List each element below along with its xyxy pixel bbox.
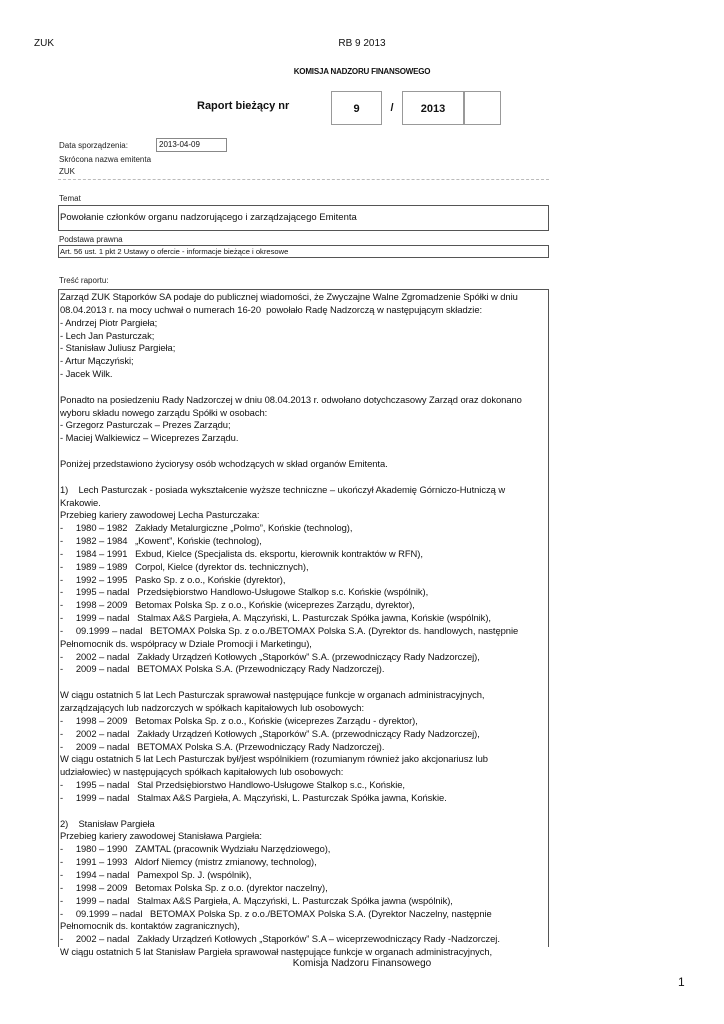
report-extra-box [464, 91, 501, 125]
content-line [60, 676, 546, 689]
content-line: - 1989 – 1989 Corpol, Kielce (dyrektor ds. technicznych), [60, 560, 309, 572]
content-line: Pełnomocnik ds. kontaktów zagranicznych), [60, 920, 240, 932]
content-line [60, 445, 546, 458]
content-line: - 09.1999 – nadal BETOMAX Polska Sp. z o.o./BETOMAX Polska S.A. (Dyrektor Naczelny, następnie [60, 907, 492, 919]
content-line: Krakowie. [60, 496, 101, 508]
content-line: - 1999 – nadal Stalmax A&S Pargieła, A. Mączyński, L. Pasturczak Spółka jawna, Końskie (wspólnik), [60, 612, 491, 624]
content-line: - 1980 – 1982 Zakłady Metalurgiczne „Polmo”, Końskie (technolog), [60, 522, 353, 534]
content-line [60, 471, 546, 484]
content-line: 08.04.2013 r. na mocy uchwał o numerach 16-20 powołało Radę Nadzorczą w następującym składzie: [60, 303, 483, 315]
content-line: - 1999 – nadal Stalmax A&S Pargieła, A. Mączyński, L. Pasturczak Spółka jawna, Końskie. [60, 791, 447, 803]
content-line: - 2009 – nadal BETOMAX Polska S.A. (Przewodniczący Rady Nadzorczej). [60, 740, 385, 752]
content-line: - 1984 – 1991 Exbud, Kielce (Specjalista ds. eksportu, kierownik kontraktów w RFN), [60, 547, 423, 559]
issuer-divider [58, 179, 549, 180]
date-label: Data sporządzenia: [59, 141, 128, 150]
content-line: - Stanisław Juliusz Pargieła; [60, 342, 176, 354]
content-line: udziałowiec) w następujących spółkach kapitałowych lub osobowych: [60, 766, 344, 778]
report-year: 2013 [420, 103, 446, 115]
content-line: - 1995 – nadal Stal Przedsiębiorstwo Handlowo-Usługowe Stalkop s.c., Końskie, [60, 779, 405, 791]
content-line: - 2002 – nadal Zakłady Urządzeń Kotłowych „Stąporków” S.A. (przewodniczący Rady Nadzorczej), [60, 650, 480, 662]
report-number-box [331, 91, 382, 125]
content-line: - Jacek Wilk. [60, 368, 113, 380]
content-line: Pełnomocnik ds. współpracy w Dziale Promocji i Marketingu), [60, 637, 312, 649]
topic-box [58, 205, 549, 231]
date-value: 2013-04-09 [156, 138, 227, 152]
legal-label: Podstawa prawna [59, 235, 123, 244]
topic-label: Temat [59, 194, 81, 203]
topic-value: Powołanie członków organu nadzorującego i zarządzającego Emitenta [60, 212, 357, 223]
content-line: - 09.1999 – nadal BETOMAX Polska Sp. z o.o./BETOMAX Polska S.A. (Dyrektor ds. handlowych, następnie [60, 624, 519, 636]
content-line: 2) Stanisław Pargieła [60, 817, 155, 829]
content-line: - 2002 – nadal Zakłady Urządzeń Kotłowych „Stąporków” S.A – wiceprzewodniczący Rady -Nadzorczej. [60, 933, 500, 945]
content-line: - Grzegorz Pasturczak – Prezes Zarządu; [60, 419, 231, 431]
issuer-value: ZUK [59, 167, 75, 176]
report-separator: / [390, 102, 394, 114]
report-year-box [402, 91, 464, 125]
content-line: - 1980 – 1990 ZAMTAL (pracownik Wydziału Narzędziowego), [60, 843, 331, 855]
content-line: W ciągu ostatnich 5 lat Lech Pasturczak był/jest wspólnikiem (rozumianym również jako akcjonariusz lub [60, 753, 488, 765]
report-number: 9 [353, 103, 360, 115]
content-line: 1) Lech Pasturczak - posiada wykształcenie wyższe techniczne – ukończył Akademię Górniczo-Hutniczą w [60, 483, 506, 495]
content-line: Ponadto na posiedzeniu Rady Nadzorczej w dniu 08.04.2013 r. odwołano dotychczasowy Zarząd oraz dokonano [60, 393, 522, 405]
content-line: W ciągu ostatnich 5 lat Lech Pasturczak sprawował następujące funkcje w organach administracyjnych, [60, 689, 485, 701]
content-line: Zarząd ZUK Stąporków SA podaje do publicznej wiadomości, że Zwyczajne Walne Zgromadzenie Spółki w dniu [60, 291, 518, 302]
legal-value: Art. 56 ust. 1 pkt 2 Ustawy o ofercie - informacje bieżące i okresowe [60, 247, 289, 256]
report-title: Raport bieżący nr [197, 100, 290, 112]
content-line: Przebieg kariery zawodowej Stanisława Pargieła: [60, 830, 262, 842]
content-line: - 2002 – nadal Zakłady Urządzeń Kotłowych „Stąporków” S.A. (przewodniczący Rady Nadzorczej), [60, 727, 480, 739]
commission-name: KOMISJA NADZORU FINANSOWEGO [293, 67, 431, 76]
content-line: Poniżej przedstawiono życiorysy osób wchodzących w skład organów Emitenta. [60, 457, 388, 469]
content-label: Treść raportu: [59, 276, 109, 285]
content-line [60, 381, 546, 394]
content-line: - 1991 – 1993 Aldorf Niemcy (mistrz zmianowy, technolog), [60, 856, 317, 868]
content-line: - 1994 – nadal Pamexpol Sp. J. (wspólnik), [60, 868, 252, 880]
legal-box [58, 245, 549, 258]
content-line: - Andrzej Piotr Pargieła; [60, 316, 158, 328]
issuer-label: Skrócona nazwa emitenta [59, 155, 152, 164]
content-line: Przebieg kariery zawodowej Lecha Pasturczaka: [60, 509, 260, 521]
content-line: - 1998 – 2009 Betomax Polska Sp. z o.o. (dyrektor naczelny), [60, 881, 328, 893]
content-line: - 1995 – nadal Przedsiębiorstwo Handlowo-Usługowe Stalkop s.c. Końskie (wspólnik), [60, 586, 429, 598]
header-center: RB 9 2013 [338, 38, 386, 49]
content-line: - Artur Mączyński; [60, 355, 134, 367]
content-line: - Lech Jan Pasturczak; [60, 329, 155, 341]
content-line [60, 805, 546, 818]
content-line: - 1982 – 1984 „Kowent”, Końskie (technolog), [60, 535, 262, 547]
content-line: - 1999 – nadal Stalmax A&S Pargieła, A. Mączyński, L. Pasturczak Spółka jawna (wspólnik), [60, 894, 453, 906]
content-line: - 1992 – 1995 Pasko Sp. z o.o., Końskie (dyrektor), [60, 573, 286, 585]
header-left: ZUK [34, 38, 54, 49]
content-line: W ciągu ostatnich 5 lat Stanisław Pargieła sprawował następujące funkcje w organach administracyjnych, [60, 946, 493, 958]
content-line: - 1998 – 2009 Betomax Polska Sp. z o.o., Końskie (wiceprezes Zarządu - dyrektor), [60, 714, 418, 726]
content-line: zarządzających lub nadzorczych w spółkach kapitałowych lub osobowych: [60, 702, 364, 713]
content-line: - 2009 – nadal BETOMAX Polska S.A. (Przewodniczący Rady Nadzorczej). [60, 663, 385, 675]
footer-text: Komisja Nadzoru Finansowego [292, 958, 432, 969]
page-number: 1 [678, 975, 685, 989]
content-line: - 1998 – 2009 Betomax Polska Sp. z o.o., Końskie (wiceprezes Zarządu, dyrektor), [60, 599, 415, 611]
report-content [58, 289, 549, 958]
content-line: - Maciej Walkiewicz – Wiceprezes Zarządu. [60, 432, 239, 444]
content-line: wyboru składu nowego zarządu Spółki w osobach: [60, 406, 268, 418]
